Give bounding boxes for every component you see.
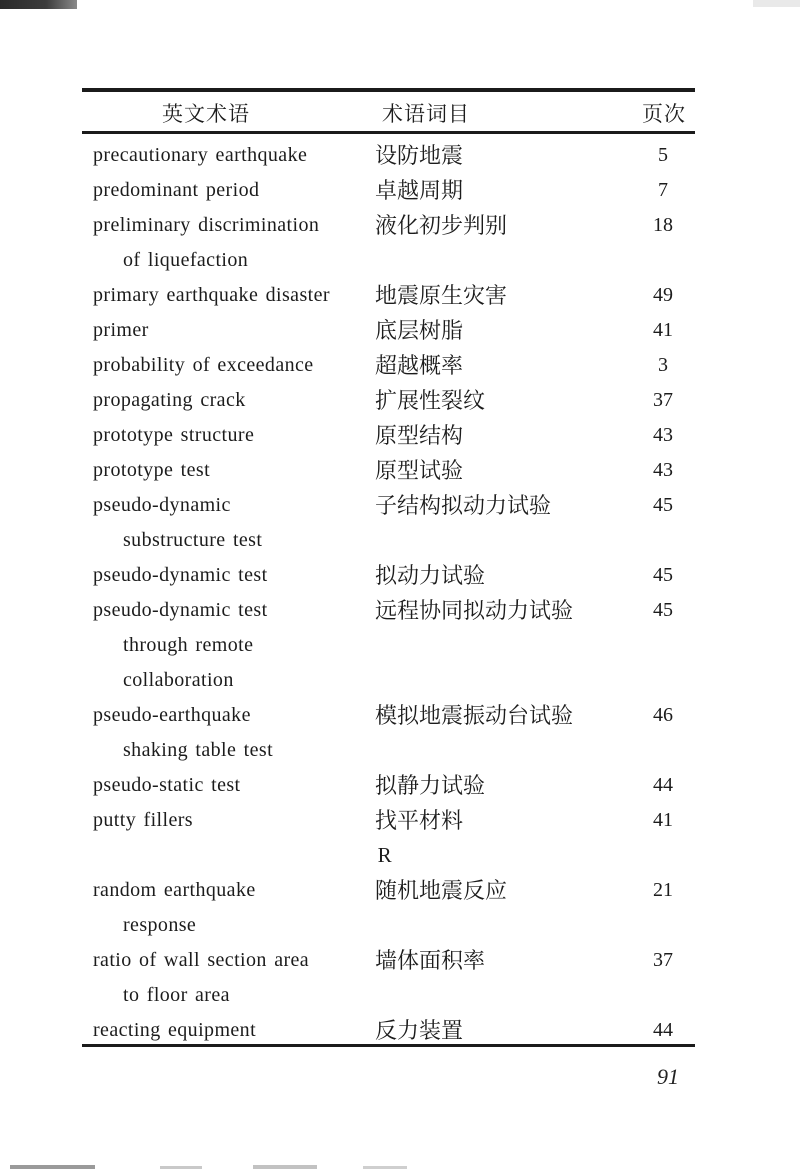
english-term-line: primary earthquake disaster: [93, 284, 330, 306]
page-number-cell: 37: [653, 389, 673, 411]
english-term-line: to floor area: [123, 984, 230, 1006]
english-term-cell: [93, 593, 375, 698]
chinese-term-cell: 卓越周期: [375, 178, 464, 203]
glossary-row: [93, 803, 695, 838]
english-term-cell: [93, 453, 375, 488]
english-term-cell: [93, 488, 375, 558]
glossary-row: [93, 278, 695, 313]
page-number-cell: 45: [653, 494, 673, 516]
chinese-term-cell: 原型试验: [375, 458, 464, 483]
page-number-cell: 21: [653, 879, 673, 901]
english-term-cell: [93, 138, 375, 173]
english-term-cell: [93, 768, 375, 803]
glossary-row: [93, 138, 695, 173]
chinese-term-cell: 反力装置: [375, 1018, 464, 1043]
english-term-cell: [93, 943, 375, 1013]
english-term-cell: [93, 278, 375, 313]
glossary-row: [93, 943, 695, 1013]
page-number-cell: 44: [653, 1019, 673, 1041]
section-letter-marker: R: [377, 843, 392, 867]
glossary-row: [93, 313, 695, 348]
glossary-row: [93, 348, 695, 383]
glossary-row: [93, 208, 695, 278]
english-term-line: probability of exceedance: [93, 354, 314, 376]
english-term-line: prototype test: [93, 459, 211, 481]
english-term-line: primer: [93, 319, 149, 341]
column-header-page-number: 页次: [642, 102, 686, 126]
column-header-english-term: 英文术语: [162, 102, 250, 126]
glossary-row: [93, 453, 695, 488]
english-term-line: through remote: [123, 634, 254, 656]
chinese-term-cell: 扩展性裂纹: [375, 388, 486, 413]
english-term-line: reacting equipment: [93, 1019, 257, 1041]
english-term-cell: [93, 173, 375, 208]
page-number-cell: 43: [653, 424, 673, 446]
page-number-cell: 5: [658, 144, 668, 166]
page-number-cell: 3: [658, 354, 668, 376]
english-term-line: of liquefaction: [123, 249, 249, 271]
glossary-row: [93, 1013, 695, 1048]
scan-artifact-bottom-2: [160, 1166, 202, 1169]
page-number-cell: 43: [653, 459, 673, 481]
english-term-line: response: [123, 914, 197, 936]
english-term-cell: [93, 1013, 375, 1048]
english-term-cell: [93, 418, 375, 453]
english-term-line: prototype structure: [93, 424, 255, 446]
english-term-cell: [93, 558, 375, 593]
english-term-line: putty fillers: [93, 809, 193, 831]
english-term-line: predominant period: [93, 179, 260, 201]
glossary-row: [93, 418, 695, 453]
scan-artifact-bottom-4: [363, 1166, 407, 1169]
scan-artifact-bottom-3: [253, 1165, 317, 1169]
page-number-cell: 41: [653, 809, 673, 831]
scan-artifact-top-right: [753, 0, 800, 7]
page-number: 91: [657, 1064, 679, 1089]
glossary-row: [93, 768, 695, 803]
chinese-term-cell: 找平材料: [375, 808, 464, 833]
glossary-rows: [93, 138, 695, 1048]
english-term-line: random earthquake: [93, 879, 256, 901]
english-term-line: pseudo-dynamic: [93, 494, 231, 516]
chinese-term-cell: 远程协同拟动力试验: [375, 598, 574, 623]
page-number-cell: 41: [653, 319, 673, 341]
glossary-row: [93, 873, 695, 943]
glossary-row: [93, 488, 695, 558]
chinese-term-cell: 子结构拟动力试验: [375, 493, 552, 518]
glossary-row: [93, 173, 695, 208]
english-term-cell: [93, 698, 375, 768]
column-header-term-entry: 术语词目: [382, 102, 470, 126]
chinese-term-cell: 超越概率: [375, 353, 464, 378]
page-number-cell: 7: [658, 179, 668, 201]
english-term-line: pseudo-static test: [93, 774, 241, 796]
table-header-rule: [82, 131, 695, 134]
chinese-term-cell: 液化初步判别: [375, 213, 508, 238]
chinese-term-cell: 原型结构: [375, 423, 464, 448]
glossary-row: [93, 698, 695, 768]
chinese-term-cell: 拟动力试验: [375, 563, 486, 588]
english-term-cell: [93, 348, 375, 383]
table-bottom-rule: [82, 1044, 695, 1047]
english-term-line: substructure test: [123, 529, 263, 551]
english-term-cell: [93, 208, 375, 278]
page-number-cell: 49: [653, 284, 673, 306]
scan-artifact-bottom-1: [10, 1165, 95, 1169]
chinese-term-cell: 地震原生灾害: [375, 283, 508, 308]
english-term-cell: [93, 873, 375, 943]
page-number-cell: 18: [653, 214, 673, 236]
english-term-line: shaking table test: [123, 739, 274, 761]
section-divider-row: [93, 838, 695, 873]
page-number-cell: 37: [653, 949, 673, 971]
page-number-cell: 44: [653, 774, 673, 796]
english-term-line: collaboration: [123, 669, 234, 691]
glossary-row: [93, 593, 695, 698]
glossary-row: [93, 383, 695, 418]
english-term-line: ratio of wall section area: [93, 949, 310, 971]
scan-artifact-top-left: [0, 0, 77, 9]
page-number-cell: 46: [653, 704, 673, 726]
glossary-row: [93, 558, 695, 593]
chinese-term-cell: 墙体面积率: [375, 948, 486, 973]
chinese-term-cell: 设防地震: [375, 143, 464, 168]
page-number-cell: 45: [653, 564, 673, 586]
english-term-line: precautionary earthquake: [93, 144, 308, 166]
english-term-line: propagating crack: [93, 389, 246, 411]
chinese-term-cell: 拟静力试验: [375, 773, 486, 798]
english-term-line: pseudo-dynamic test: [93, 564, 268, 586]
english-term-line: pseudo-earthquake: [93, 704, 251, 726]
english-term-cell: [93, 313, 375, 348]
page-number-cell: 45: [653, 599, 673, 621]
chinese-term-cell: 随机地震反应: [375, 878, 508, 903]
english-term-line: pseudo-dynamic test: [93, 599, 268, 621]
chinese-term-cell: 底层树脂: [375, 318, 464, 343]
english-term-cell: [93, 803, 375, 838]
table-top-rule: [82, 88, 695, 92]
english-term-cell: [93, 383, 375, 418]
chinese-term-cell: 模拟地震振动台试验: [375, 703, 574, 728]
english-term-line: preliminary discrimination: [93, 214, 320, 236]
